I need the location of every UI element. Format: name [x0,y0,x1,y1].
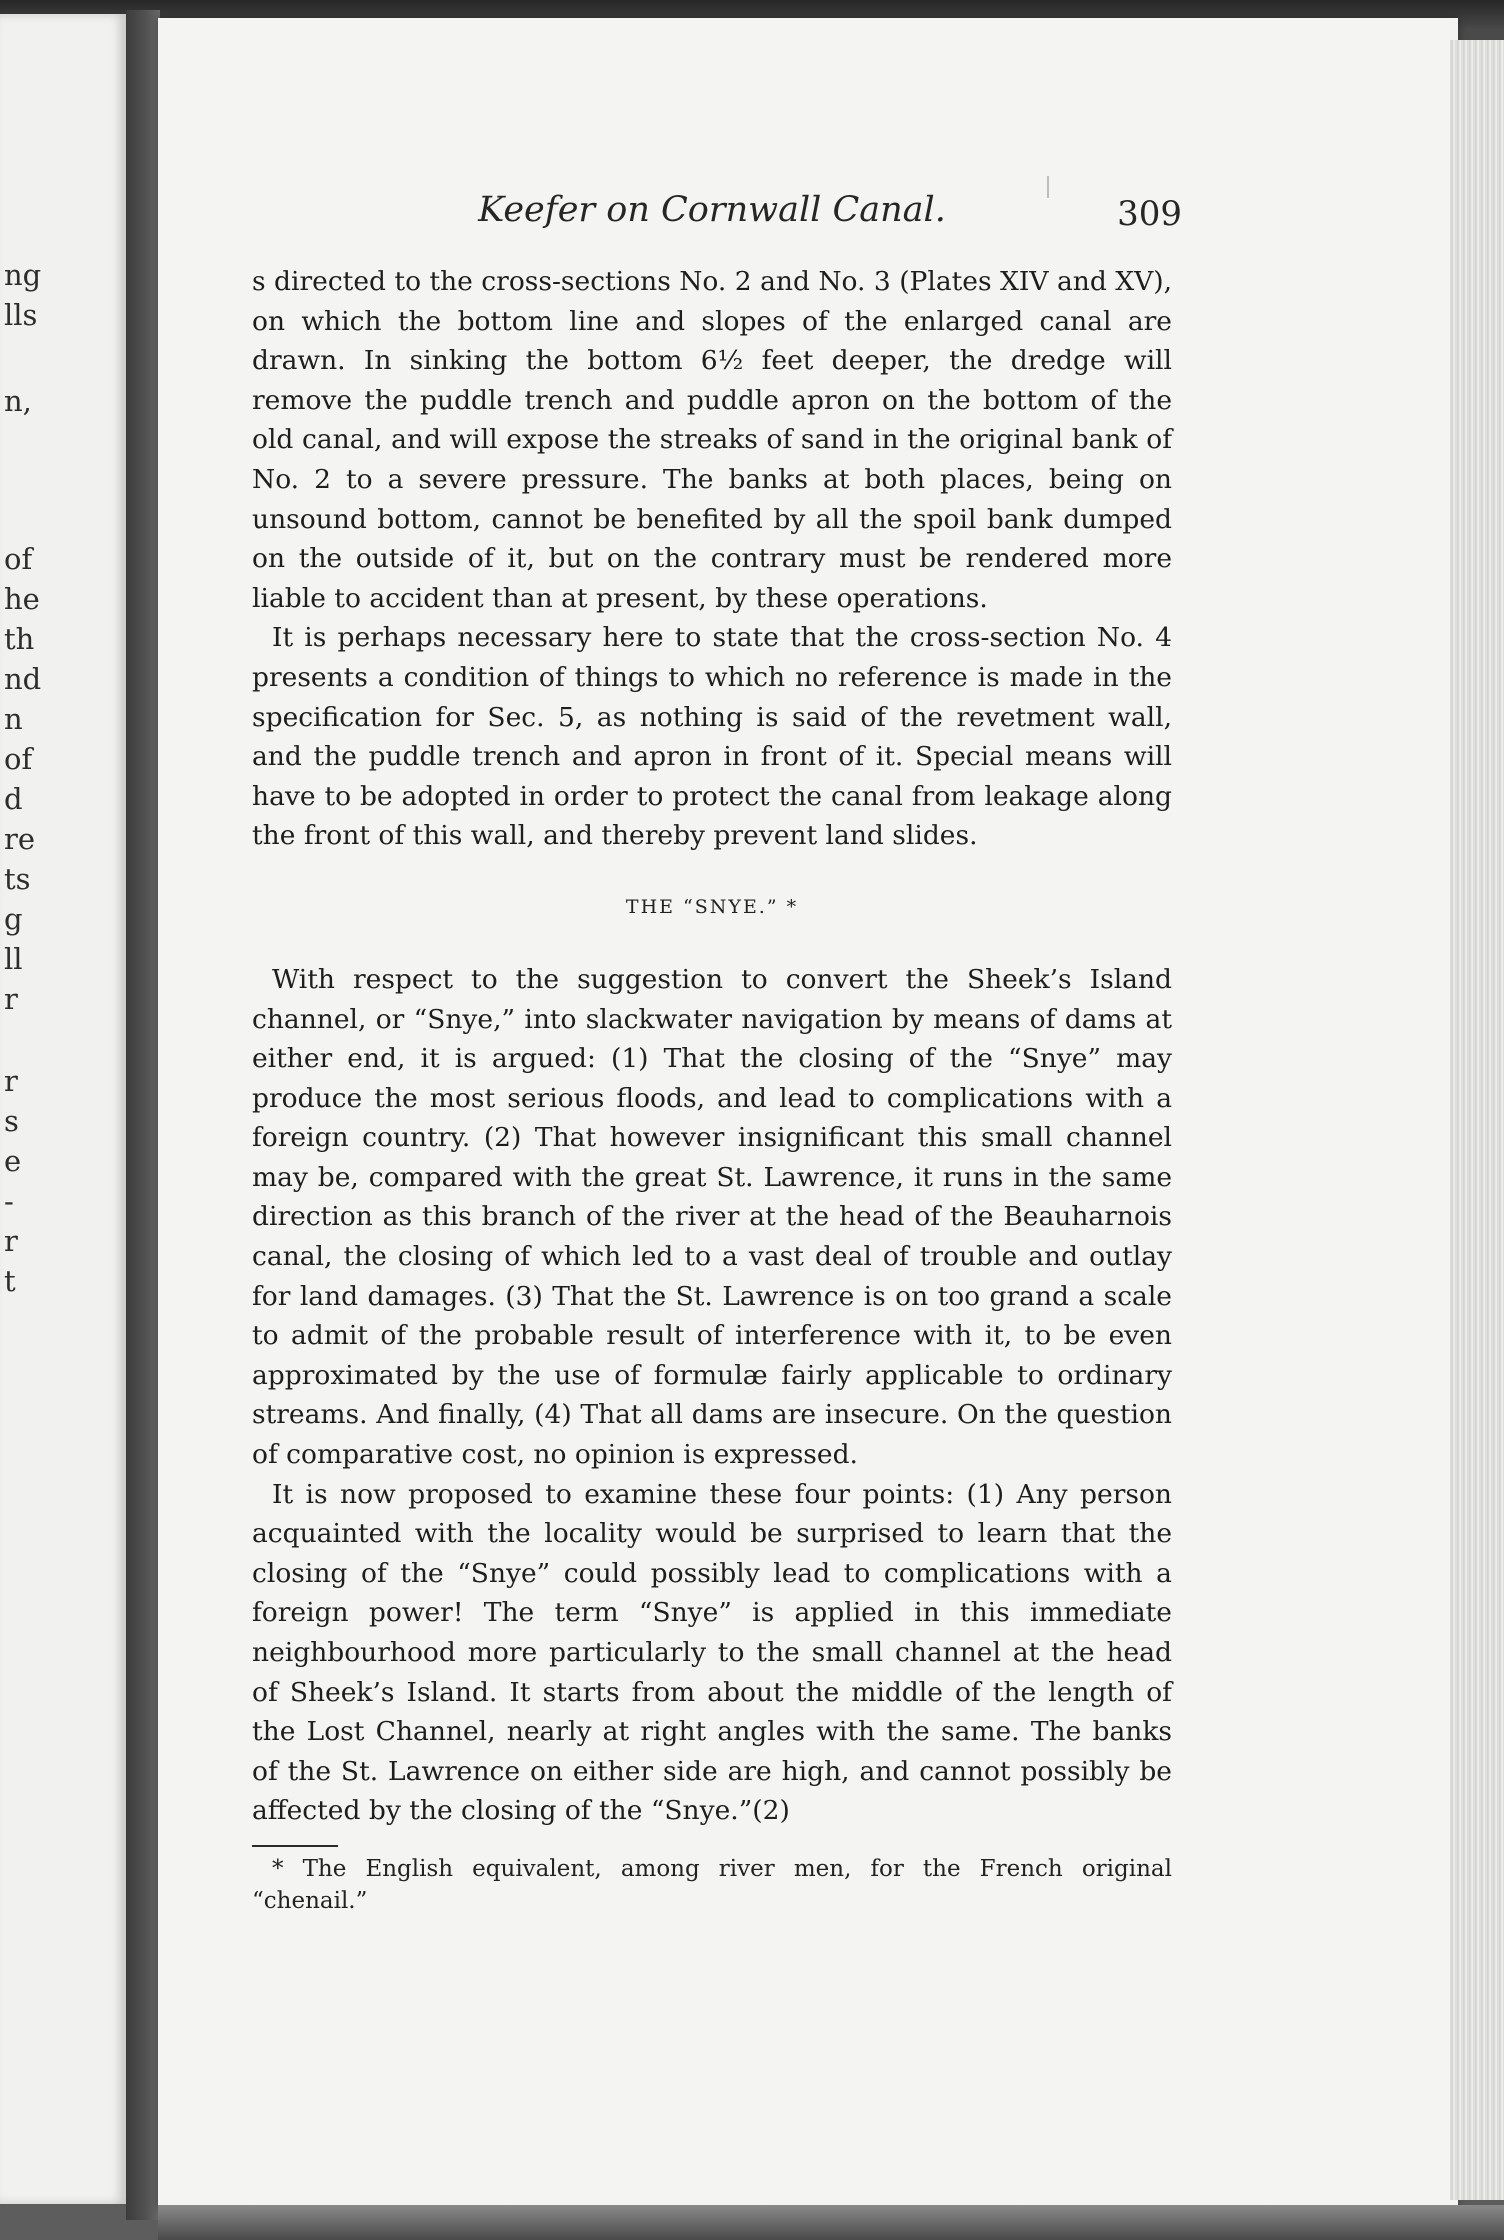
left-page-fragment: th [4,622,35,656]
footnote-rule [252,1845,338,1847]
left-page-fragment: e [4,1144,22,1178]
text-block [252,190,1182,1917]
book-gutter [126,10,160,2220]
left-page-fragment: lls [4,298,38,332]
left-page-fragment: he [4,582,40,616]
bottom-shadow [158,2205,1504,2240]
paragraph: s directed to the cross-sections No. 2 and No. 3 (Plates XIV and XV), on which the bottom line and slopes of the enlarged canal are drawn. In sinking the bottom 6½ feet deeper, the dredge will remove the puddle trench and puddle apron on the bottom of the old canal, and will expose the streaks of sand in the original bank of No. 2 to a severe pressure. The banks at both places, being on unsound bottom, cannot be benefited by all the spoil bank dumped on the outside of it, but on the contrary must be rendered more liable to accident than at present, by these operations. [252,266,1172,614]
left-page-fragment: re [4,822,36,856]
left-page-fragment: n, [4,384,32,418]
left-page-fragment: r [4,1064,18,1098]
paragraph: It is now proposed to examine these four points: (1) Any person acquainted with the locality would be surprised to learn that the closing of the “Snye” could possibly lead to complications with a foreign power! The term “Snye” is applied in this immediate neighbourhood more particularly to the small channel at the head of Sheek’s Island. It starts from about the middle of the length of the Lost Channel, nearly at right angles with the same. The banks of the St. Lawrence on either side are high, and cannot possibly be affected by the closing of the “Snye.”(2) [252,1478,1172,1827]
page-number: 309 [1117,194,1182,234]
left-page-fragment: t [4,1264,16,1298]
left-page-fragment: r [4,982,18,1016]
left-page-fragment: ts [4,862,31,896]
left-page-fragment: ng [4,258,42,292]
left-page-fragment: g [4,902,23,936]
paragraph: It is perhaps necessary here to state that the cross-section No. 4 presents a condition of things to which no reference is made in the specification for Sec. 5, as nothing is said of the revetment wall, and the puddle trench and apron in front of it. Special means will have to be adopted in order to protect the canal from leakage along the front of this wall, and thereby prevent land slides. [252,622,1172,852]
page-edges [1450,40,1504,2200]
running-title: Keefer on Cornwall Canal. [478,190,946,230]
left-facing-page [0,14,126,2204]
section-heading: THE “SNYE.” * [625,895,799,918]
left-page-fragment: nd [4,662,42,696]
left-page-fragment: of [4,742,33,776]
left-page-fragment: r [4,1224,18,1258]
left-page-fragment: of [4,542,33,576]
running-head [252,190,1182,250]
left-page-fragment: d [4,782,23,816]
paragraph: With respect to the suggestion to convert the Sheek’s Island channel, or “Snye,” into slackwater navigation by means of dams at either end, it is argued: (1) That the closing of the “Snye” may produce the most serious floods, and lead to complications with a foreign country. (2) That however insignificant this small channel may be, compared with the great St. Lawrence, it runs in the same direction as this branch of the river at the head of the Beauharnois canal, the closing of which led to a vast deal of trouble and outlay for land damages. (3) That the St. Lawrence is on too grand a scale to admit of the probable result of interference with it, to be even approximated by the use of formulæ fairly applicable to ordinary streams. And finally, (4) That all dams are insecure. On the question of comparative cost, no opinion is expressed. [252,963,1172,1471]
left-page-fragment: - [4,1184,14,1218]
footnote: * The English equivalent, among river men, for the French original “chenail.” [252,1855,1172,1914]
left-page-fragment: ll [4,942,23,976]
left-page-fragment: s [4,1104,19,1138]
left-page-fragment: n [4,702,23,736]
